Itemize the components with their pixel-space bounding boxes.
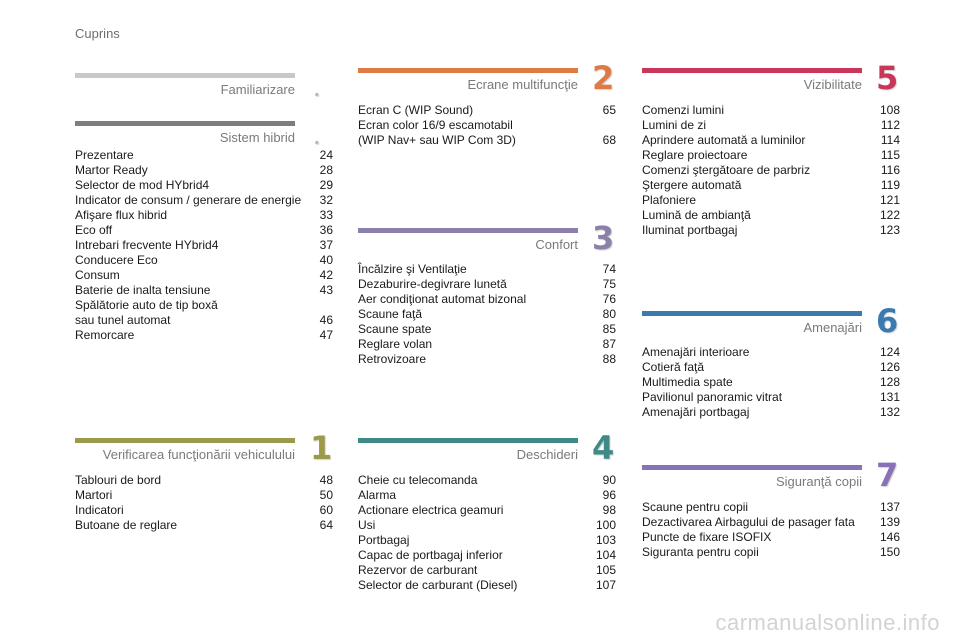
toc-entry-label: Comenzi lumini [642,103,725,117]
toc-list-verificarea [75,473,333,533]
toc-entry-page: 108 [879,103,900,117]
toc-entry-label: Dezactivarea Airbagului de pasager fata [642,515,855,529]
toc-entry-page: 123 [879,223,900,237]
section-bar [358,228,578,233]
toc-entry[interactable] [642,405,900,420]
section-title: Deschideri [516,447,578,462]
toc-entry[interactable] [642,208,900,223]
toc-entry-page: 74 [602,262,616,276]
toc-entry-label: Scaune pentru copii [642,500,749,514]
toc-entry[interactable] [642,163,900,178]
toc-entry-label: Tablouri de bord [75,473,162,487]
section-title: Siguranţă copii [776,474,862,489]
section-bar [358,438,578,443]
section-number-2: 2 [592,59,615,97]
toc-entry-page: 42 [319,268,333,282]
section-bar [642,68,862,73]
toc-entry-page: 32 [319,193,333,207]
section-number-5: 5 [876,59,899,97]
toc-entry-label: Lumini de zi [642,118,707,132]
toc-entry-label: Remorcare [75,328,135,342]
toc-entry-page: 64 [319,518,333,532]
toc-entry[interactable] [358,292,616,307]
toc-entry-label: Selector de mod HYbrid4 [75,178,210,192]
toc-entry-page: 122 [879,208,900,222]
toc-entry-page: 90 [602,473,616,487]
toc-entry-label: Ştergere automată [642,178,742,192]
toc-entry-page: 115 [880,148,900,162]
toc-entry-page: 139 [879,515,900,529]
toc-entry[interactable] [75,328,333,343]
toc-entry-label: Aer condiţionat automat bizonal [358,292,527,306]
toc-entry-page: 50 [319,488,333,502]
toc-entry[interactable] [75,193,333,208]
toc-entry[interactable] [642,375,900,390]
section-title: Verificarea funcţionării vehiculului [102,447,295,462]
toc-entry[interactable] [642,545,900,560]
toc-entry-label: Conducere Eco [75,253,158,267]
toc-entry[interactable] [358,262,616,277]
toc-entry[interactable] [642,530,900,545]
toc-entry-label: Alarma [358,488,397,502]
toc-entry-page: 137 [879,500,900,514]
toc-entry-page: 43 [319,283,333,297]
section-verificarea [75,438,333,463]
toc-entry[interactable] [75,163,333,178]
toc-entry[interactable] [642,193,900,208]
toc-entry-label: Indicatori [75,503,124,517]
toc-entry[interactable] [358,103,616,118]
toc-entry[interactable] [358,473,616,488]
toc-entry-page: 24 [319,148,333,162]
toc-entry-page: 76 [602,292,616,306]
toc-entry[interactable] [358,533,616,548]
toc-entry-label: Actionare electrica geamuri [358,503,504,517]
toc-entry-label: Amenajări portbagaj [642,405,750,419]
watermark: carmanualsonline.info [715,610,940,635]
toc-entry-label: Baterie de inalta tensiune [75,283,211,297]
section-bar [642,311,862,316]
section-number-1: 1 [310,429,333,467]
toc-entry-page: 46 [319,313,333,327]
toc-entry-page: 80 [602,307,616,321]
toc-entry-label: Selector de carburant (Diesel) [358,578,518,592]
toc-entry-page: 40 [319,253,333,267]
toc-entry-page: 85 [602,322,616,336]
section-vizibilitate [642,68,900,93]
toc-entry-page: 132 [879,405,900,419]
section-bar [75,438,295,443]
toc-entry-label: Dezaburire-degivrare lunetă [358,277,507,291]
toc-list-vizibilitate [642,103,900,238]
section-title: Vizibilitate [803,77,862,92]
toc-entry-label: Multimedia spate [642,375,733,389]
section-number-6: 6 [876,302,899,340]
toc-entry-label: Reglare proiectoare [642,148,748,162]
toc-entry[interactable] [75,238,333,253]
toc-entry[interactable] [75,283,333,298]
toc-entry[interactable] [358,563,616,578]
toc-entry-label: Consum [75,268,120,282]
toc-entry-label: Martor Ready [75,163,148,177]
toc-entry-label: Portbagaj [358,533,410,547]
toc-entry[interactable] [358,548,616,563]
toc-entry-page: 98 [602,503,616,517]
section-title: Amenajări [803,320,862,335]
toc-list-siguranta [642,500,900,560]
toc-entry-label: Prezentare [75,148,134,162]
section-title: Sistem hibrid [219,130,295,145]
toc-entry-page: 36 [319,223,333,237]
section-marker-familiarizare: . [314,79,320,101]
toc-entry-page: 60 [319,503,333,517]
toc-entry-page: 68 [602,133,616,147]
section-number-7: 7 [876,456,899,494]
toc-list-ecrane [358,103,616,148]
toc-entry-page: 29 [319,178,333,192]
page-header: Cuprins [75,26,120,41]
section-familiarizare [75,73,333,101]
toc-entry[interactable] [358,518,616,533]
toc-entry-label: Aprindere automată a luminilor [642,133,806,147]
toc-entry-label: Încălzire şi Ventilaţie [358,262,467,276]
toc-entry-label: Capac de portbagaj inferior [358,548,503,562]
toc-entry-label: Cotieră faţă [642,360,705,374]
toc-entry-label: Butoane de reglare [75,518,178,532]
section-siguranta [642,465,900,490]
toc-entry-label: Scaune faţă [358,307,423,321]
toc-entry-page: 47 [319,328,333,342]
toc-entry-label: Siguranta pentru copii [642,545,759,559]
toc-entry-page: 146 [879,530,900,544]
toc-entry-label: Lumină de ambianţă [642,208,751,222]
toc-entry[interactable] [642,178,900,193]
toc-entry-label: Reglare volan [358,337,433,351]
toc-entry-page: 75 [602,277,616,291]
toc-entry[interactable] [642,500,900,515]
toc-entry-page: 103 [595,533,616,547]
toc-entry-page: 87 [602,337,616,351]
toc-entry-label: Amenajări interioare [642,345,750,359]
toc-entry-label: Eco off [75,223,113,237]
section-title: Familiarizare [220,82,295,97]
section-number-4: 4 [592,429,615,467]
toc-entry[interactable] [358,503,616,518]
toc-entry-page: 33 [319,208,333,222]
toc-entry[interactable] [358,118,616,148]
toc-entry[interactable] [75,253,333,268]
toc-entry[interactable] [642,133,900,148]
toc-entry[interactable] [358,352,616,367]
toc-entry-page: 128 [879,375,900,389]
toc-entry[interactable] [75,473,333,488]
toc-entry-page: 131 [879,390,900,404]
toc-entry[interactable] [642,148,900,163]
toc-entry[interactable] [642,223,900,238]
section-bar [358,68,578,73]
section-confort [358,228,616,253]
toc-list-deschideri [358,473,616,593]
toc-entry-label: Puncte de fixare ISOFIX [642,530,772,544]
toc-entry-label: Cheie cu telecomanda [358,473,478,487]
toc-entry-label: Plafoniere [642,193,697,207]
toc-entry-page: 104 [595,548,616,562]
section-number-3: 3 [592,219,615,257]
toc-entry-page: 126 [879,360,900,374]
toc-entry-page: 121 [879,193,900,207]
toc-entry-label: Scaune spate [358,322,432,336]
toc-entry[interactable] [642,390,900,405]
toc-entry-page: 96 [602,488,616,502]
toc-entry-label: Retrovizoare [358,352,427,366]
toc-entry[interactable] [75,208,333,223]
toc-entry-label: Martori [75,488,113,502]
toc-entry-page: 37 [319,238,333,252]
toc-entry-label: Comenzi ştergătoare de parbriz [642,163,811,177]
toc-entry-page: 116 [880,163,900,177]
section-bar [75,121,295,126]
toc-entry[interactable] [358,578,616,593]
section-amenajari [642,311,900,336]
toc-entry-label: Pavilionul panoramic vitrat [642,390,783,404]
toc-entry[interactable] [358,322,616,337]
toc-entry-label: Spălătorie auto de tip boxă sau tunel automat [75,298,218,327]
toc-entry-page: 150 [879,545,900,559]
toc-entry[interactable] [358,277,616,292]
section-sistem-hibrid [75,121,333,149]
toc-entry-page: 100 [595,518,616,532]
toc-entry-page: 107 [595,578,616,592]
toc-entry-label: Rezervor de carburant [358,563,478,577]
toc-entry[interactable] [75,223,333,238]
section-ecrane [358,68,616,93]
toc-list-sistem-hibrid [75,148,333,343]
toc-entry-page: 114 [880,133,900,147]
section-title: Confort [535,237,578,252]
toc-entry-label: Iluminat portbagaj [642,223,738,237]
toc-entry-label: Ecran color 16/9 escamotabil (WIP Nav+ sau WIP Com 3D) [358,118,516,147]
toc-entry[interactable] [75,518,333,533]
toc-entry-page: 65 [602,103,616,117]
toc-entry-label: Indicator de consum / generare de energie [75,193,302,207]
toc-entry[interactable] [75,298,333,328]
toc-entry-label: Ecran C (WIP Sound) [358,103,474,117]
toc-entry-page: 48 [319,473,333,487]
section-bar [75,73,295,78]
toc-list-amenajari [642,345,900,420]
toc-entry[interactable] [642,360,900,375]
toc-entry-label: Intrebari frecvente HYbrid4 [75,238,219,252]
section-deschideri [358,438,616,463]
toc-entry[interactable] [75,148,333,163]
toc-entry[interactable] [642,515,900,530]
toc-entry[interactable] [642,345,900,360]
toc-entry[interactable] [358,337,616,352]
toc-entry[interactable] [75,488,333,503]
toc-entry[interactable] [642,118,900,133]
toc-entry[interactable] [358,307,616,322]
toc-entry-label: Afişare flux hibrid [75,208,168,222]
toc-entry[interactable] [75,503,333,518]
toc-entry-page: 105 [595,563,616,577]
toc-entry[interactable] [75,178,333,193]
toc-entry-page: 112 [880,118,900,132]
toc-entry[interactable] [358,488,616,503]
section-marker-sistem-hibrid: . [314,127,320,149]
toc-entry-page: 119 [880,178,900,192]
section-bar [642,465,862,470]
toc-entry-page: 124 [879,345,900,359]
toc-entry-page: 88 [602,352,616,366]
toc-list-confort [358,262,616,367]
toc-entry-label: Usi [358,518,376,532]
toc-entry-page: 28 [319,163,333,177]
toc-entry[interactable] [75,268,333,283]
toc-entry[interactable] [642,103,900,118]
section-title: Ecrane multifuncţie [467,77,578,92]
